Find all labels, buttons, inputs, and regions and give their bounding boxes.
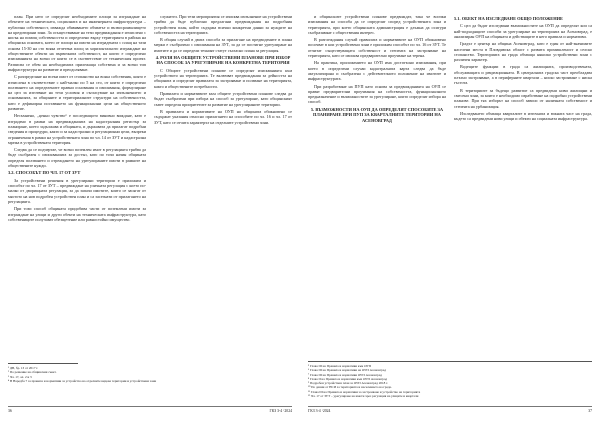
page-footer [8,406,292,414]
paragraph: Правилата и нормативите към общите устройствени планове следва да бъдат съобразени при избора на способ за урегулиране, като общинският съвет определя приоритетите за развитие на урегулираните територии. [154,91,292,107]
paragraph: план. При него се определят необходимите площи за изграждане на обектите на техническата, социалната и на инженерната инфраструктура – публична собственост, изважда обявяването обхватът и възвосроявалището на кредитирани зони. За осъществяване на тези предвиждания е изчислено с нисък на помощ собствеността и определено върху територията в района на общинска основата, което от площи на имоти на изградената с плащ на тази основа 15-30 на сто всяка отчетена площ за хоризонталното изграждане на обществените обекти на първичната собственост, на които е определено изискванията на всеки от които се в съответствие от техническия проект. Разписва се обем на необходимата прилежаща собствена и за всеки тип инфраструктура на развитие и преодоляване. [8,14,146,72]
right-column-2 [454,14,592,125]
section-heading: 5. ВЪЗМОЖНОСТИ НА ОУП ДА ОПРЕДЕЛЯТ СПОСОБИТЕ ЗА ПЛАНИРАНЕ ПРИ ПУП ЗА КВАРТАЛНИТЕ ТЕРИТОРИИ НА АСЕНОВГРАД [310,106,444,123]
paragraph: Водещите функции в града са жилищната, производствената, обслужващата и рекреационната. В централната градска част преобладава плътно застрояване, а в периферните квартали – ниско застрояване с ниска гъстота. [454,64,592,86]
footnote: ¹² Чл. 17 от ЗУТ – урегулиране на имоти чрез регулация на улиците и квартали [308,394,419,399]
journal-issue: ГКЗ 3-4 ‘2024 [308,409,331,413]
footnote: ¹¹ Глава III на Правила и нормативи за застрояване и устройство на територията [308,389,421,394]
footnote: ⁴ В Наредба 7 за правила и нормативи за устройство на отделните видове територии и устройствени зони [8,378,157,383]
section-heading: 3.2. СПОСОБЪТ ПО ЧЛ. 17 ОТ ЗУТ [8,170,81,176]
footnote: ⁹ Подробен устройствен план за ОУП Асеновград 2018 г. [308,381,388,386]
footnote: ³ Чл. 17, ал. 2 и 3 [8,374,32,379]
paragraph: Изследването обхваща кварталите в източната и южната част на града, където са предвидени нови улици и обекти на социалната инфраструктура. [454,110,592,122]
paragraph: При разработване на ПУП като основа за предвижданията на ОУП се правят предварителни проучвания на собствеността, функционалното предназначение и възможностите за урегулиране, които определят избора на способ. [308,83,446,105]
paragraph: Следва да се подчертае, че всеки поземлен имот в регулацията трябва да бъде съобразен с изискванията за достъп, като по този начин общината определя ползването и отреждането на урегулираните имоти в рамките на обществените нужди. [8,147,146,169]
paragraph: За устройствени решения в урегулирани територии е приложим и способът по чл. 17 от ЗУТ – предвиждане на уличната регулация с което по-малко от дворищната регулация, за да запази имотите, които се засягат от мястото на нов подробен устройствен план и са засегнати от прилагането на регулацията. [8,177,146,204]
left-page-columns [8,14,292,224]
journal-issue: ГКЗ 3-4 ‘2024 [269,409,292,413]
paragraph: На практика, приложението на ОУП има достатъчно изисквания, при което в определени случаи кадастралната карта следва да бъде актуализирана и съобразена с действителното положение на имотите и инфраструктурата. [308,60,446,82]
subsection-title: ОБЕКТ НА ИЗСЛЕДВАНЕ ОБЩО ПОЛОЖЕНИЕ [461,16,563,21]
paragraph: С цел да бъдат изследвани възможностите на ОУП да определят кои са най-подходящите способи за урегулиране на територията на Асеновград, е анализиран ОУП на общината и действащите в него правила и нормативи. [454,23,592,39]
footnote: ¹⁰ По данни от НСИ за територията и населението на града. [308,385,392,390]
subsection-number: 5.1. [454,16,461,21]
page-footer [308,406,592,414]
footnote: ⁵ Глава III на Правила и нормативи към ОУП [308,364,371,368]
footnote: ⁸ Глава II на Правила и нормативи към ОУП Асеновград [308,376,388,381]
footnotes [8,363,157,383]
left-column-2 [154,14,292,224]
footnote: ² По решение на общинския съвет. [8,370,57,375]
paragraph: В общия случай в двата способа за прилагане на предвидените в плана мерки е съобразено с изисквания на ЗУТ, за да се постигне урегулиране на имотите и да се определи техният статут съгласно плана за регулация. [154,37,292,53]
paragraph: С разпределяне на всеки имот от стопанство на всяка собственик, която е изчисленa в съответствие с най-малко по 5 на сто, от които е определено ползването на определените правни основания и изисквания, формулиране на цел за изготвяне на тези условия и съгласуване на изпълнението и основанията, за общините и териториалните структури на собствеността, като е дефиниран поставянето на функционални цели на общественото развитие. [8,74,146,112]
paragraph: В правилата и нормативите на ОУП на общината обикновено се съдържат указания относно прилагането на способите по чл. 16 и чл. 17 от ЗУТ, като се отчита характерът на отделните устройствени зони. [154,108,292,125]
subsection-heading [454,16,592,21]
paragraph: Несъмнено, „ценно чувство“ е последващото виновно виждане, като е изградено в рамки на предвижданията на кадастралния регистър за планиране, което задължава и общината, и държавата да прилагат подробни сведения и процедури, както и за кадастрални и регулационни цели, въпреки ограничения в рамки на устройствената зона по чл. 14 от ЗУТ и кадастрална мрежа в устройствената територия. [8,113,146,145]
footnote: ⁶ Глава III на Правила и нормативи на ОУП Асеновград [308,368,387,373]
paragraph: В териториите за бъдещо развитие са предвидени нови жилищни и смесени зони, за които е необходимо изработване на подробни устройствени планове. При тях изборът на способ зависи от наличната собственост и степента на урбанизация. [454,87,592,109]
footnotes [308,361,592,398]
paragraph: Градът е център на община Асеновград, като е един от най-значимите населени места в Пловдивска област с развита промишленост и селско стопанство. Територията на града обхваща няколко устройствени зони с различен характер. [454,41,592,63]
paragraph: С Общите устройствени планове се определят изискванията към устройството на територията. Те включват предвиждания за дейността на общината и определят правилата за застрояване и ползване на територията, както и обществените потребности. [154,67,292,89]
paragraph: служител. При тези мероприятия се изисква изпълнение на устройствени трябва да бъде публично предлагани предвиждания на подробния устройствен план, който съдържа всички конкретни данни за нуждите на собствеността на територията. [154,14,292,35]
section-heading: 4. РОЛЯ НА ОБЩИТЕ УСТРОЙСТВЕНИ ПЛАНОВЕ ПРИ ИЗБОР НА СПОСОБ ЗА УРЕГУЛИРАНЕ НА КОНКРЕТНА ТЕРИТОРИЯ [155,55,291,66]
paragraph: При този способ общината придобива части от поземлени имоти за изграждане на улици и други обекти на техническата инфраструктура, като собствениците получават обезщетение или равностойно имущество. [8,206,146,222]
right-page-columns [308,14,592,125]
footnote: ⁷ Глава III на Правила и нормативи ОУП Асеновград [308,372,382,377]
left-column-1 [8,14,146,224]
left-page [8,8,292,416]
right-page [308,8,592,416]
footnote: ¹ ДВ, бр. 13 от 2017 г. [8,366,39,370]
paragraph: В разглеждания случай правилата и нормативите на ОУП обикновено посочват в кои устройствени зони е приложим способът по чл. 16 от ЗУТ. Те отчитат съществуващата собственост и степента на застрояване на територията, като се изисква предварително проучване на терена. [308,37,446,59]
right-column-1 [308,14,446,125]
page-number: 36 [8,409,12,413]
paragraph: и общинските устройствени планове предвиждат, така че всички изисквания на способа да се определят според устройствената зона и територията, при което общинската администрация е длъжна да осигури съобразяване с обществения интерес. [308,14,446,35]
page-number: 37 [588,409,592,413]
